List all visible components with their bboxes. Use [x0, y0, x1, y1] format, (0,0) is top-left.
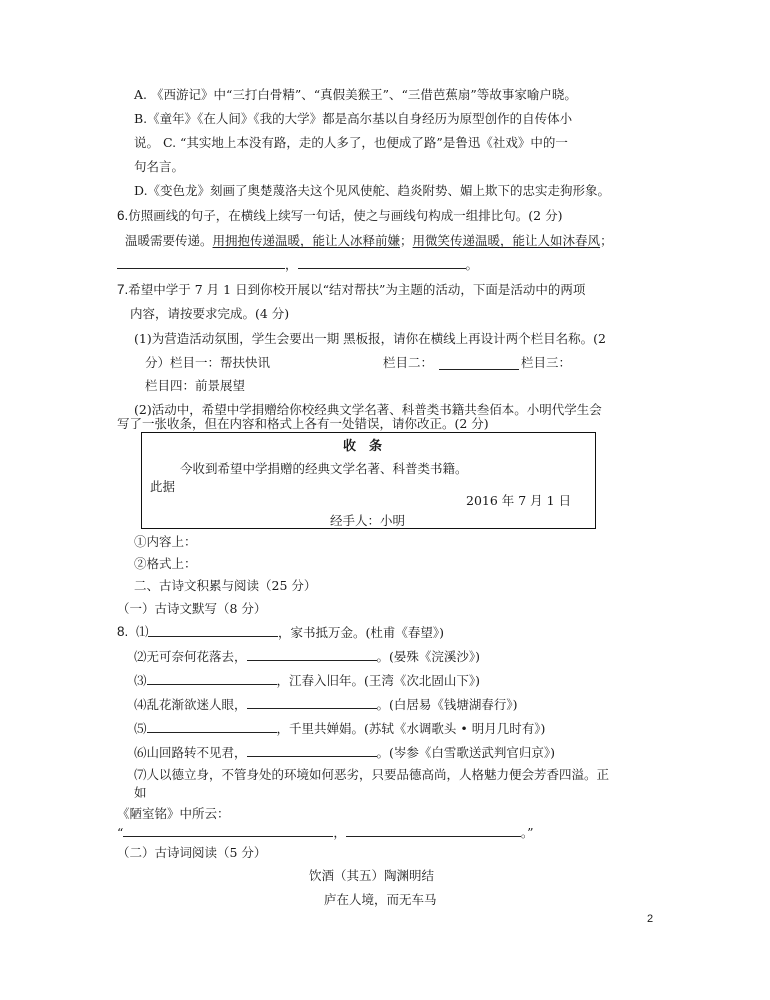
q8-item-3 [134, 672, 480, 689]
q5-option-b-line1: B.《童年》《在人间》《我的大学》都是高尔基以自身经历为原型创作的自传体小 [134, 111, 573, 126]
q6-separator: ； [400, 233, 413, 248]
q6-prompt [117, 208, 562, 224]
q6-answer-line [117, 256, 478, 273]
page-number: 2 [647, 913, 654, 925]
q8-item-7-blank-2[interactable] [346, 824, 521, 837]
q8-item-5 [134, 720, 545, 737]
column-one-label: 分）栏目一：帮扶快讯 [145, 355, 271, 370]
q8-item-2 [134, 648, 480, 665]
q8-item-1-text: ，家书抵万金。(杜甫《春望》) [278, 625, 445, 640]
q7-sub2-line1: (2)活动中，希望中学捐赠给你校经典文学名著、科普类书籍共叁佰本。小明代学生会 [134, 402, 602, 417]
part-2-heading: （二）古诗词阅读（5 分） [117, 845, 267, 860]
q6-example-line [125, 233, 613, 249]
receipt-handler: 经手人：小明 [330, 513, 406, 528]
q7-sub2-line2: 写了一张收条，但在内容和格式上各有一处错误，请你改正。(2 分) [117, 416, 489, 431]
q8-item-7-line2: 如 [134, 785, 147, 800]
q7-number: 7. [117, 282, 129, 297]
q8-item-7-line3: 《陋室铭》中所云： [117, 806, 230, 821]
q7-answer-format: ②格式上： [134, 556, 197, 571]
receipt-title: 收 条 [343, 439, 383, 454]
q8-item-6 [134, 744, 555, 761]
q8-item-4-blank[interactable] [247, 696, 377, 709]
section-2-heading: 二、古诗文积累与阅读（25 分） [134, 578, 317, 593]
column-two-blank[interactable] [439, 357, 519, 370]
q8-line-1 [117, 624, 149, 640]
q5-option-d: D.《变色龙》刻画了奥楚蔑洛夫这个见风使舵、趋炎附势、媚上欺下的忠实走狗形象。 [134, 183, 611, 198]
q6-comma: ， [285, 257, 298, 272]
receipt-date: 2016 年 7 月 1 日 [466, 493, 572, 508]
poem-title: 饮酒（其五）陶渊明结 [309, 868, 435, 883]
q7-sub1-line2 [145, 355, 665, 371]
receipt-body: 今收到希望中学捐赠的经典文学名著、科普类书籍。 [180, 461, 468, 476]
q8-item-6-text: ⑹山回路转不见君， [134, 745, 247, 760]
q6-prompt-text: 仿照画线的句子，在横线上续写一句话，使之与画线句构成一组排比句。(2 分) [128, 208, 563, 223]
q8-item-7-blank-1[interactable] [123, 824, 333, 837]
q7-prompt-text: 希望中学于 7 月 1 日到你校开展以“结对帮扶”为主题的活动，下面是活动中的两项 [128, 282, 586, 297]
part-1-heading: （一）古诗文默写（8 分） [117, 601, 267, 616]
column-three-label: 栏目三： [521, 355, 572, 370]
q6-answer-blank-1[interactable] [117, 256, 285, 269]
q8-item-2-blank[interactable] [247, 648, 377, 661]
q5-option-c-line3: 句名言。 [134, 159, 185, 174]
q8-number: 8. [117, 624, 129, 639]
poem-line-1: 庐在人境，而无车马 [324, 892, 437, 907]
q6-number: 6. [117, 208, 129, 223]
q8-item-6-blank[interactable] [247, 744, 377, 757]
column-two-label: 栏目二： [383, 355, 434, 370]
q8-item-3-text: ，江春入旧年。(王湾《次北固山下》) [276, 673, 481, 688]
q6-answer-blank-2[interactable] [298, 256, 466, 269]
q6-period: 。 [465, 257, 479, 272]
q8-item-5-blank[interactable] [147, 720, 277, 733]
q7-sub1-line1: (1)为营造活动氛围，学生会要出一期 黑板报，请你在横线上再设计两个栏目名称。(2 [134, 331, 607, 346]
q6-underlined-sentence-2: 用微笑传递温暖，能让人如沐春风 [412, 233, 601, 248]
q8-item-5-marker: ⑸ [134, 721, 147, 736]
receipt-ciju: 此据 [150, 479, 176, 494]
q8-item-7-close-quote: 。” [520, 825, 534, 840]
q8-item-6-source: 。(岑参《白雪歌送武判官归京》) [376, 745, 556, 760]
q7-prompt-line1 [117, 282, 585, 298]
q7-answer-content: ①内容上： [134, 534, 197, 549]
q8-item-2-text: ⑵无可奈何花落去， [134, 649, 247, 664]
q8-item-5-text: ，千里共婵娟。(苏轼《水调歌头 • 明月几时有》) [276, 721, 546, 736]
q6-lead: 温暖需要传递。 [125, 233, 213, 248]
q8-item-4-text: ⑷乱花渐欲迷人眼， [134, 697, 247, 712]
q8-item-4 [134, 696, 518, 713]
q6-underlined-sentence-1: 用拥抱传递温暖，能让人冰释前嫌 [212, 233, 401, 248]
q6-semicolon: ； [600, 233, 613, 248]
q5-option-b-line2: 说。 C. “其实地上本没有路，走的人多了，也便成了路”是鲁迅《社戏》中的一 [134, 135, 568, 150]
q8-item-7-comma: ， [333, 825, 346, 840]
column-four-label: 栏目四：前景展望 [145, 378, 246, 393]
q7-prompt-line2: 内容，请按要求完成。(4 分) [130, 306, 290, 321]
q8-item-7-open-quote: “ [117, 825, 124, 840]
q8-item-1 [148, 624, 444, 641]
q8-item-1-marker: ⑴ [136, 624, 149, 639]
q5-option-a: A. 《西游记》中“三打白骨精”、“真假美猴王”、“三借芭蕉扇”等故事家喻户晓。 [134, 87, 577, 102]
q8-item-2-source: 。(晏殊《浣溪沙》) [376, 649, 481, 664]
q8-item-1-blank[interactable] [148, 624, 278, 637]
q8-item-3-blank[interactable] [147, 672, 277, 685]
q8-item-3-marker: ⑶ [134, 673, 147, 688]
q8-item-4-source: 。(白居易《钱塘湖春行》) [376, 697, 518, 712]
q8-item-7-answer [117, 824, 534, 841]
q8-item-7-line1: ⑺人以德立身，不管身处的环境如何恶劣，只要品德高尚，人格魅力便会芳香四溢。正 [134, 767, 610, 782]
